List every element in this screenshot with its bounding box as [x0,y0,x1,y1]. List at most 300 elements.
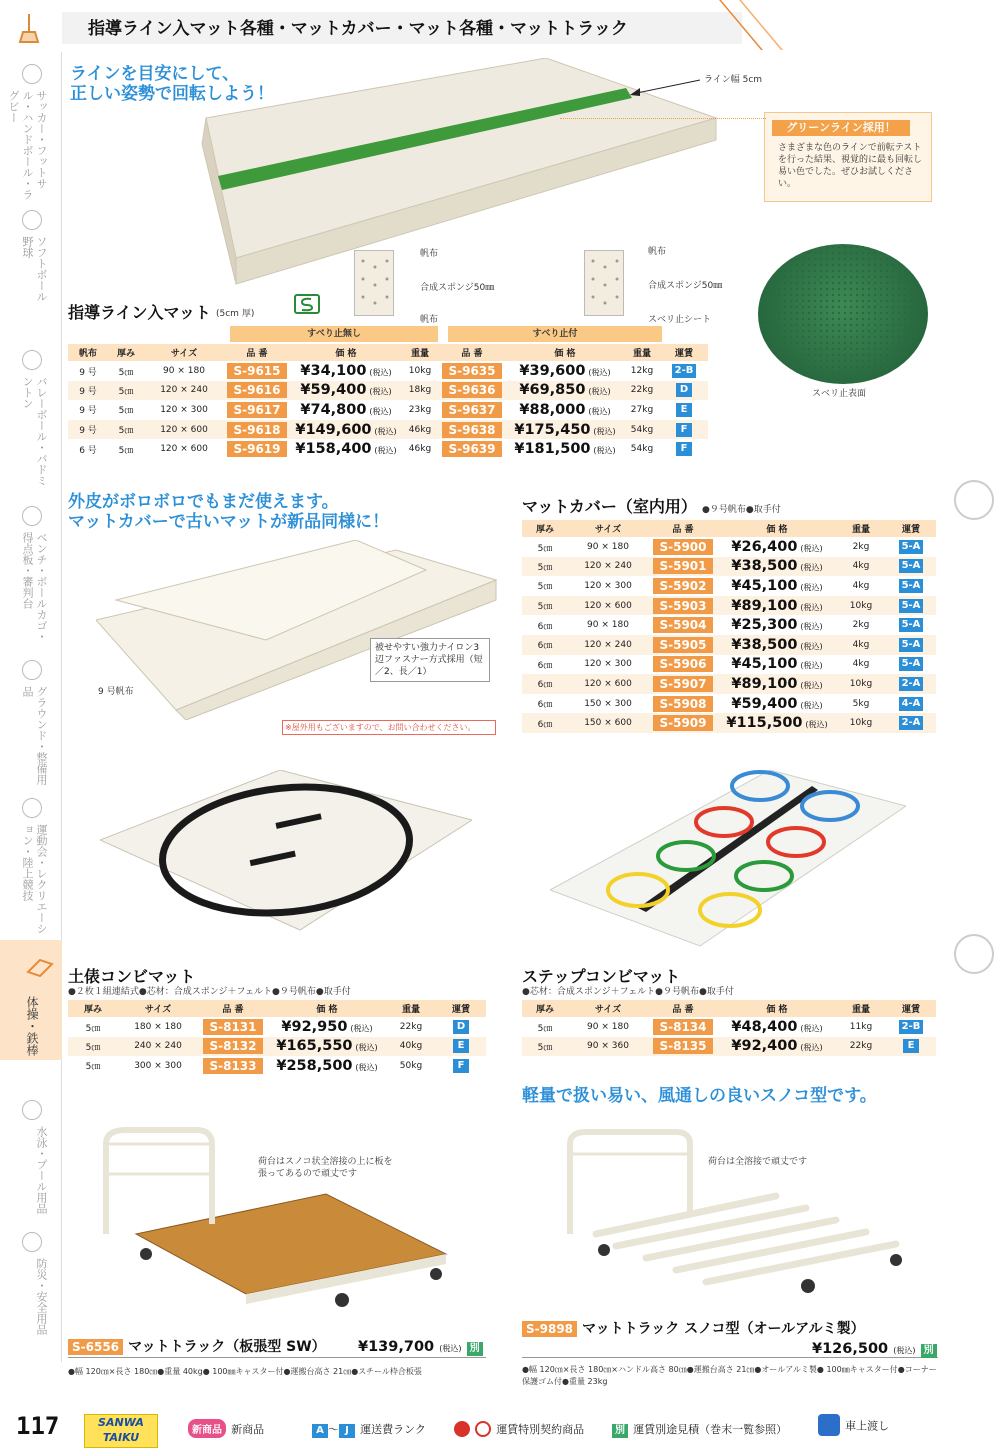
cell-price [290,381,402,401]
shipping-rank-badge: 5-A [899,657,924,671]
tax-label: (税込) [593,426,616,436]
cell-price [506,381,624,401]
table-row [522,1037,936,1057]
cell-rank [886,713,936,733]
truck2-specs: ●幅 120㎝×長さ 180㎝×ハンドル高さ 80㎝●運搬台高さ 21㎝●オールアルミ製● 100㎜キャスター付●コーナー保護ゴム付●重量 23kg [522,1365,937,1386]
tax-label: (税込) [893,1346,916,1355]
cell-weight: 22kg [399,1022,423,1033]
col-header: 重量 [624,344,660,361]
cell-price [718,635,836,655]
baseball-icon [22,210,42,230]
side-nav-item[interactable]: 水泳・プール用品 [35,1126,48,1214]
product-code: S-8135 [653,1038,713,1054]
cell-thickness: 5㎝ [537,543,553,554]
col-header: 運賃 [660,344,708,361]
tax-label: (税込) [369,406,392,416]
product-code: S-9639 [442,441,502,457]
page-title: 指導ライン入マット各種・マットカバー・マット各種・マットトラック [88,19,628,39]
shipping-rank-badge: 4-A [899,697,924,711]
truck2-note: 荷台は全溶接で頑丈です [708,1157,808,1167]
table-row [522,1017,936,1037]
col-header: 重量 [402,344,438,361]
cell-code [438,400,506,420]
cell-price [506,439,624,459]
cell-size: 120 × 300 [584,659,632,670]
cell-rank [886,537,936,557]
table-row [522,713,936,733]
col-header: サイズ [144,344,224,361]
tax-label: (税込) [800,563,823,573]
truck1-note: 荷台はスノコ状全溶接の上に板を張ってあるので頑丈です [258,1157,393,1179]
price: ¥92,950 [281,1019,348,1036]
cell-code [438,420,506,440]
cell-weight: 18kg [402,381,438,401]
legend-new-label: 新商品 [231,1423,265,1436]
cell-price [268,1017,386,1037]
col-header: 帆布 [68,344,108,361]
col-header: 重量 [836,520,886,537]
product-code: S-8134 [653,1019,713,1035]
tax-label: (税込) [439,1344,462,1353]
layer-label: 帆布 [648,247,667,257]
side-nav-item[interactable]: グラウンド・整備用品 [21,686,48,785]
cell-price [290,420,402,440]
product-code: S-9637 [442,402,502,418]
shipping-rank-badge: 5-A [899,618,924,632]
cell-rank [886,615,936,635]
cell-price [506,400,624,420]
side-nav-item-active[interactable]: 体操・鉄棒 [25,996,39,1056]
cell-size: 180 × 180 [134,1022,182,1033]
price: ¥158,400 [295,441,372,458]
tax-label: (税込) [800,602,823,612]
rank-tilde: ～ [328,1423,339,1436]
legend-rank [312,1418,426,1438]
tax-label: (税込) [800,1024,823,1034]
product-code: S-5904 [653,617,713,633]
product-code: S-9618 [227,422,287,438]
shipping-rank-badge: 2-B [899,1020,924,1034]
truck2-row [522,1318,938,1358]
price: ¥88,000 [519,401,586,418]
tax-label: (税込) [369,368,392,378]
col-header: 重量 [386,1000,436,1017]
col-header: サイズ [118,1000,198,1017]
cell-thickness: 6㎝ [537,700,553,711]
product-code: S-9898 [522,1321,577,1337]
price: ¥165,550 [276,1038,353,1055]
separate-quote-badge: 別 [612,1424,628,1438]
separate-quote-badge: 別 [467,1342,483,1356]
table-header-row [522,520,936,537]
cell-code [648,713,718,733]
product-code: S-5905 [653,637,713,653]
product-title-text: マットカバー（室内用） [522,497,697,516]
cell-weight: 4kg [836,557,886,577]
cell-code [198,1056,268,1076]
price: ¥115,500 [726,715,803,732]
cell-code [198,1017,268,1037]
product-title: 土俵コンビマット [68,967,196,986]
cell-code [648,674,718,694]
table-row [68,1037,486,1057]
shipping-rank-badge: 5-A [899,540,924,554]
callout-connector [560,118,766,158]
cell-code [648,655,718,675]
cell-price [718,1017,836,1037]
table-row [522,537,936,557]
cell-code [648,694,718,714]
price: ¥48,400 [731,1019,798,1036]
cover-headline-1: 外皮がボロボロでもまだ使えます。 [68,492,339,512]
shipping-rank-badge: F [453,1059,469,1073]
cell-rank [660,400,708,420]
rake-icon [22,660,42,680]
product-subtitle: ●９号帆布●取手付 [701,505,781,515]
col-header: 運賃 [886,1000,936,1017]
cell-weight: 23kg [408,404,432,415]
tax-label: (税込) [588,406,611,416]
product-code: S-5903 [653,598,713,614]
cell-size: 120 × 600 [568,674,648,694]
cell-weight: 54kg [624,420,660,440]
cell-code [648,596,718,616]
price: ¥26,400 [731,539,798,556]
cell-price [506,420,624,440]
product-code: S-9617 [227,402,287,418]
binder-hole [954,480,994,520]
cell-weight: 10kg [836,596,886,616]
cell-size: 120 × 300 [584,580,632,591]
product-title [522,494,781,517]
cell-code [224,400,290,420]
product-code: S-5907 [653,676,713,692]
legend-separate [612,1418,787,1438]
callout-title: グリーンライン採用！ [772,120,910,136]
price: ¥89,100 [731,597,798,614]
cell-size: 90 × 180 [587,620,629,631]
cell-code [438,361,506,381]
tax-label: (税込) [800,680,823,690]
shipping-rank-badge: E [676,403,692,417]
cell-size: 150 × 300 [584,698,632,709]
layer-label: 帆布 [420,315,439,325]
rank-j-badge: J [339,1424,355,1438]
mat-cover-image [96,540,500,720]
cell-weight: 11kg [849,1022,873,1033]
tax-label: (税込) [800,544,823,554]
line-width-label: ライン幅 5cm [704,75,763,85]
safety-icon [22,1232,42,1252]
col-header: 運賃 [886,520,936,537]
product-code: S-5906 [653,656,713,672]
table-row [522,615,936,635]
side-nav-item[interactable]: ベンチ・ボールカゴ・得点板・審判台 [21,532,48,642]
price: ¥92,400 [731,1038,798,1055]
cell-price [718,537,836,557]
price: ¥45,100 [731,577,798,594]
cell-code [648,537,718,557]
cell-code [224,420,290,440]
cell-weight: 40kg [386,1037,436,1057]
cell-thickness: 5㎝ [85,1062,101,1073]
cell-canvas: 9 号 [79,367,97,378]
cell-price [718,596,836,616]
cell-thickness: 6㎝ [522,713,568,733]
price: ¥126,500 [812,1341,889,1357]
legend-delivery [818,1414,889,1436]
cell-price [718,557,836,577]
table-row [522,576,936,596]
tax-label: (税込) [800,641,823,651]
price: ¥59,400 [300,382,367,399]
table-row [68,439,708,459]
table-row [522,674,936,694]
cell-weight: 46kg [402,420,438,440]
cell-size: 120 × 240 [144,381,224,401]
product-title: ステップコンビマット [522,967,681,986]
tax-label: (税込) [355,1062,378,1072]
cell-price [718,1037,836,1057]
side-nav-item[interactable]: サッカー・フットサル・ハンドボール・ラグビー [7,90,48,200]
cell-thickness: 6㎝ [537,621,553,632]
cell-thickness: 5㎝ [537,582,553,593]
cell-rank [886,576,936,596]
tax-label: (税込) [588,387,611,397]
shipping-rank-badge: 5-A [899,638,924,652]
cell-rank [436,1056,486,1076]
cell-thickness: 6㎝ [537,660,553,671]
cell-weight: 46kg [408,444,432,455]
headline-line-1: ラインを目安にして、 [70,64,240,84]
cell-size: 120 × 300 [160,404,208,415]
price: ¥45,100 [731,656,798,673]
side-nav-item[interactable]: バレーボール・バドミントン [21,376,48,486]
product-code: S-9619 [227,441,287,457]
cell-canvas: 9 号 [79,406,97,417]
line-width-pointer [628,78,702,98]
product-code: S-6556 [68,1339,123,1355]
shipping-rank-badge: F [676,442,692,456]
cell-code [438,439,506,459]
group-header-slip: すべり止付 [448,326,662,342]
cell-size: 90 × 360 [568,1037,648,1057]
tax-label: (税込) [800,661,823,671]
price: ¥175,450 [514,421,591,438]
tax-label: (税込) [800,1043,823,1053]
cell-price [506,361,624,381]
price-group [812,1338,937,1358]
tax-label: (税込) [374,426,397,436]
col-header: 厚み [522,1000,568,1017]
cell-price [268,1037,386,1057]
col-header: 価 格 [290,344,402,361]
cell-thickness: 6㎝ [522,635,568,655]
binder-hole [954,934,994,974]
price: ¥74,800 [300,401,367,418]
product-subtitle: ●２枚１組連結式●芯材：合成スポンジ＋フェルト●９号帆布●取手付 [68,987,351,997]
bench-icon [22,506,42,526]
step-mat-table [522,1000,936,1056]
cell-weight: 10kg [836,713,886,733]
shipping-rank-badge: F [676,423,692,437]
product-code: S-9638 [442,422,502,438]
cell-thickness: 5㎝ [522,557,568,577]
cell-canvas: 6 号 [79,445,97,456]
cell-size: 150 × 600 [568,713,648,733]
product-code: S-5902 [653,578,713,594]
special-contract-icon [475,1421,491,1437]
legend-rank-label: 運送費ランク [360,1423,426,1436]
cell-code [224,439,290,459]
surface-caption: スベリ止表面 [812,389,867,399]
truck1-specs: ●幅 120㎝×長さ 180㎝●重量 40kg● 100㎜キャスター付●運搬台高さ 21㎝●スチール枠合板張 [68,1367,422,1376]
sg-mark-icon [294,294,320,314]
product-code: S-5900 [653,539,713,555]
separate-quote-badge: 別 [921,1344,937,1358]
col-header: 運賃 [436,1000,486,1017]
cell-weight: 2kg [852,620,870,631]
cell-size: 240 × 240 [118,1037,198,1057]
product-name: マットトラック スノコ型（オールアルミ製） [582,1321,865,1337]
cell-rank [886,1017,936,1037]
headline-line-2: 正しい姿勢で回転しよう！ [70,84,274,104]
truck-panel-image [96,1124,456,1314]
col-header: 品 番 [648,1000,718,1017]
col-header: 品 番 [198,1000,268,1017]
cell-code [438,381,506,401]
product-code: S-9616 [227,382,287,398]
cell-thickness: 5㎝ [118,406,134,417]
cell-thickness: 5㎝ [68,1037,118,1057]
price: ¥258,500 [276,1057,353,1074]
cell-code [224,361,290,381]
truck-icon [818,1414,840,1436]
cell-rank [886,674,936,694]
table-row [68,400,708,420]
product-code: S-5901 [653,558,713,574]
cell-thickness: 5㎝ [522,596,568,616]
page-number: 117 [16,1412,60,1440]
product-code: S-8133 [203,1058,263,1074]
non-slip-surface-image [758,244,928,384]
col-header: 価 格 [506,344,624,361]
table-row [522,635,936,655]
cell-weight: 5kg [852,698,870,709]
cell-size: 120 × 600 [160,444,208,455]
cell-rank [886,596,936,616]
mat-cover-table [522,520,936,733]
callout-text: さまざまな色のラインで前転テストを行った結果、視覚的に最も回転し易い色でした。ぜひお試しください。 [778,143,923,189]
table-header-row [68,344,708,361]
shipping-rank-badge: D [453,1020,469,1034]
brand-line-2: TAIKU [102,1431,140,1444]
legend-special [454,1418,584,1437]
price: ¥25,300 [731,617,798,634]
price: ¥149,600 [295,421,372,438]
legend-separate-label: 運賃別途見積（巻末一覧参照） [633,1423,788,1436]
cell-rank [886,655,936,675]
side-nav-item[interactable]: ソフトボール 野球 [21,236,48,302]
tax-label: (税込) [800,582,823,592]
gymnastics-icon [26,954,54,978]
layer-label: 帆布 [420,249,439,259]
layer-label: 合成スポンジ50㎜ [648,281,723,291]
cell-weight: 22kg [624,381,660,401]
cell-size: 300 × 300 [134,1060,182,1071]
product-code: S-9636 [442,382,502,398]
cell-weight: 4kg [852,659,870,670]
side-nav-item[interactable]: 防災・安全用品 [35,1258,48,1335]
cell-rank [660,420,708,440]
cell-code [648,557,718,577]
table-row [522,655,936,675]
table-header-row [522,1000,936,1017]
shipping-rank-badge: 2-B [672,364,697,378]
cell-code [648,576,718,596]
legend-new [188,1418,264,1438]
price: ¥139,700 [358,1339,435,1355]
cell-rank [660,439,708,459]
cell-thickness: 6㎝ [522,674,568,694]
cell-price [290,400,402,420]
col-header: 品 番 [224,344,290,361]
product-code: S-8132 [203,1038,263,1054]
table-row [68,361,708,381]
col-header: 価 格 [718,1000,836,1017]
cell-weight: 12kg [630,366,654,377]
cell-size: 90 × 180 [163,366,205,377]
product-subtitle: (5cm 厚) [216,309,255,319]
cell-code [648,1037,718,1057]
layer-label: スベリ止シート [648,315,712,325]
tax-label: (税込) [800,622,823,632]
soccer-ball-icon [22,64,42,84]
cell-thickness: 5㎝ [108,381,144,401]
layer-label: 合成スポンジ50㎜ [420,283,495,293]
shipping-rank-badge: 5-A [899,559,924,573]
dohyo-mat-image [100,770,472,940]
shipping-rank-badge: D [676,383,692,397]
shipping-rank-badge: E [903,1039,919,1053]
side-nav-item[interactable]: 運動会・レクリエーション・陸上競技 [21,824,48,934]
cell-weight: 50kg [399,1060,423,1071]
price: ¥39,600 [519,363,586,380]
table-row [68,1056,486,1076]
cell-rank [886,635,936,655]
swim-icon [22,1100,42,1120]
cell-weight: 10kg [836,674,886,694]
table-row [68,381,708,401]
special-contract-icon [454,1421,470,1437]
tax-label: (税込) [350,1024,373,1034]
product-code: S-9635 [442,363,502,379]
cell-weight: 10kg [408,366,432,377]
tax-label: (税込) [374,446,397,456]
col-header: 価 格 [268,1000,386,1017]
cell-rank [660,381,708,401]
legend-delivery-label: 車上渡し [845,1419,890,1433]
rank-a-badge: A [312,1424,328,1438]
price: ¥89,100 [731,675,798,692]
price: ¥34,100 [300,363,367,380]
layer-diagram-1 [354,250,394,316]
tax-label: (税込) [369,387,392,397]
cell-rank [436,1037,486,1057]
cell-price [718,576,836,596]
cell-code [648,1017,718,1037]
col-header: 厚み [522,520,568,537]
